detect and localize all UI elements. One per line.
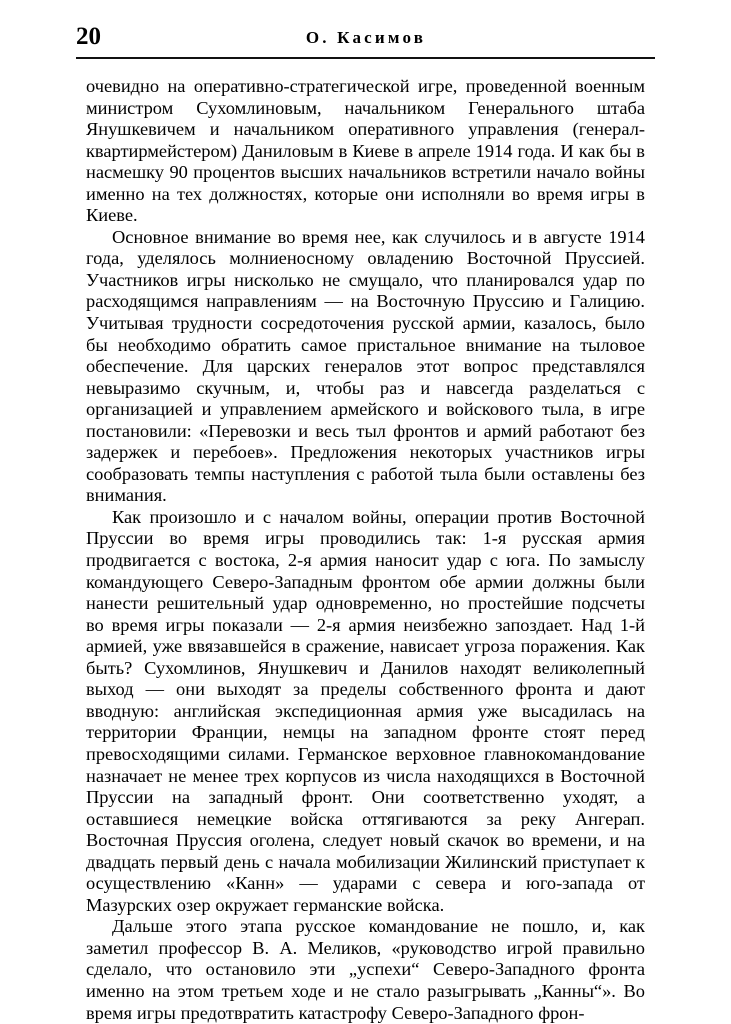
paragraph: Основное внимание во время нее, как случилось и в августе 1914 года, уделялось молниеносному овладению Восточной Пруссией. Участников игры нисколько не смущало, что планировался удар по расходящимся направлениям — на Восточную Пруссию и Галицию. Учитывая трудности сосредоточения русской армии, казалось, было бы необходимо обратить самое пристальное внимание на тыловое обеспечение. Для царских генералов этот вопрос представлялся невыразимо скучным, и, чтобы раз и навсегда разделаться с организацией и управлением армейского и войскового тыла, в игре постановили: «Перевозки и весь тыл фронтов и армий работают без задержек и перебоев». Предложения некоторых участников игры сообразовать темпы наступления с работой тыла были оставлены без внимания. [86,226,645,506]
paragraph: Как произошло и с началом войны, операции против Восточной Пруссии во время игры проводились так: 1-я русская армия продвигается с востока, 2-я армия наносит удар с юга. По замыслу командующего Северо-Западным фронтом обе армии должны были нанести решительный удар одновременно, но простейшие подсчеты во время игры показали — 2-я армия неизбежно запоздает. Над 1-й армией, уже ввязавшейся в сражение, нависает угроза поражения. Как быть? Сухомлинов, Янушкевич и Данилов находят великолепный выход — они выходят за пределы собственного фронта и дают вводную: английская экспедиционная армия уже высадилась на территории Франции, немцы на западном фронте стоят перед превосходящими силами. Германское верховное главнокомандование назначает не менее трех корпусов из числа находящихся в Восточной Пруссии на западный фронт. Они соответственно уходят, а оставшиеся немецкие войска оттягиваются за реку Ангерап. Восточная Пруссия оголена, следует новый скачок во времени, и на двадцать первый день с начала мобилизации Жилинский приступает к осуществлению «Канн» — ударами с севера и юго-запада от Мазурских озер окружает германские войска. [86,506,645,915]
running-head-author: О. Касимов [305,28,427,47]
paragraph: очевидно на оперативно-стратегической игре, проведенной военным министром Сухомлиновым, начальником Генерального штаба Янушкевичем и начальником оперативного управления (генерал-квартирмейстером) Даниловым в Киеве в апреле 1914 года. И как бы в насмешку 90 процентов высших начальников встретили начало войны именно на тех должностях, которые они исполняли во время игры в Киеве. [86,76,645,226]
body-text-block [86,76,645,1024]
running-head [76,22,656,56]
header-rule [76,57,655,59]
page-number: 20 [76,23,101,50]
paragraph: Дальше этого этапа русское командование не пошло, и, как заметил профессор В. А. Меликов, «руководство игрой правильно сделало, что остановило эти „успехи“ Северо-Западного фронта именно на этом третьем ходе и не стало разыгрывать „Канны“». Во время игры предотвратить катастрофу Северо-Западного фрон- [86,916,645,1023]
